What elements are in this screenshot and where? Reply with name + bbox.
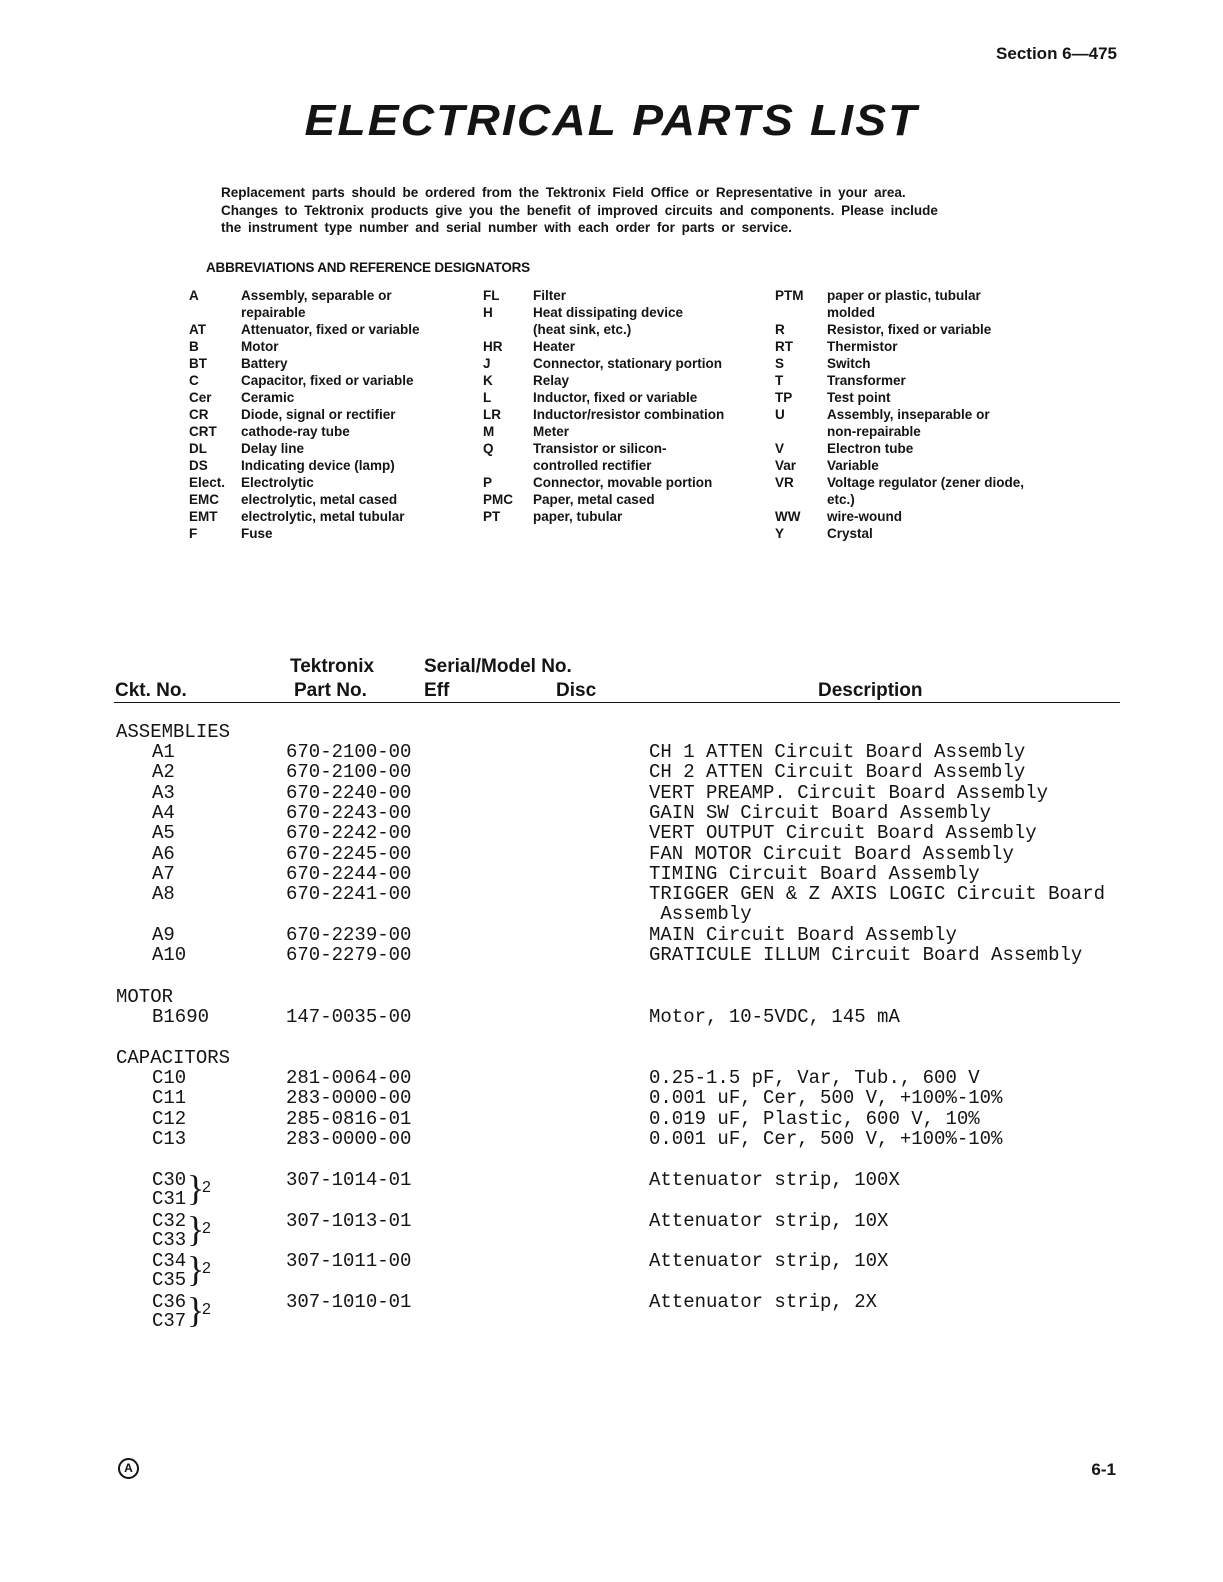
abbreviation-entry bbox=[189, 389, 420, 406]
abbreviation-code bbox=[775, 491, 827, 508]
abbreviation-code: T bbox=[775, 373, 784, 388]
abbreviation-meaning: Electron tube bbox=[827, 441, 914, 456]
abbreviation-meaning: Inductor/resistor combination bbox=[533, 407, 725, 422]
abbreviation-entry bbox=[775, 304, 1024, 321]
description: GRATICULE ILLUM Circuit Board Assembly bbox=[649, 944, 1083, 966]
abbreviation-meaning: Capacitor, fixed or variable bbox=[241, 373, 414, 388]
abbreviation-entry bbox=[483, 474, 724, 491]
abbreviation-code: L bbox=[483, 390, 492, 405]
abbreviation-code bbox=[775, 423, 827, 440]
abbreviation-meaning: Voltage regulator (zener diode, bbox=[827, 475, 1025, 490]
abbreviation-meaning: Resistor, fixed or variable bbox=[827, 322, 992, 337]
abbreviation-entry bbox=[775, 474, 1024, 491]
abbreviation-code: S bbox=[775, 356, 785, 371]
part-no: 670-2241-00 bbox=[286, 883, 412, 906]
part-no: 307-1011-00 bbox=[286, 1250, 412, 1273]
abbreviation-meaning: Attenuator, fixed or variable bbox=[241, 322, 420, 337]
header-ckt-no: Ckt. No. bbox=[115, 680, 187, 701]
abbreviation-meaning: Assembly, separable or bbox=[241, 288, 392, 303]
abbreviation-entry bbox=[189, 338, 420, 355]
table-row bbox=[0, 1169, 1223, 1209]
abbreviation-meaning: Battery bbox=[241, 356, 288, 371]
abbreviation-entry bbox=[189, 406, 420, 423]
abbreviation-code: TP bbox=[775, 390, 793, 405]
abbreviation-entry bbox=[189, 474, 420, 491]
section-heading-capacitors: CAPACITORS bbox=[116, 1047, 231, 1069]
abbreviation-entry bbox=[189, 321, 420, 338]
abbreviation-meaning: Relay bbox=[533, 373, 570, 388]
abbreviation-entry bbox=[483, 304, 724, 321]
part-no: 281-0064-00 bbox=[286, 1067, 412, 1089]
abbreviation-entry bbox=[483, 423, 724, 440]
table-row bbox=[0, 802, 1223, 822]
table-row bbox=[0, 782, 1223, 802]
abbreviation-code: P bbox=[483, 475, 493, 490]
header-description: Description bbox=[818, 680, 923, 701]
header-serial-model: Serial/Model No. bbox=[424, 656, 572, 677]
abbreviation-meaning: Diode, signal or rectifier bbox=[241, 407, 396, 422]
ckt-no: C34 bbox=[152, 1250, 187, 1273]
ckt-no: A8 bbox=[152, 883, 175, 906]
description: TIMING Circuit Board Assembly bbox=[649, 862, 980, 885]
abbreviation-code: U bbox=[775, 407, 785, 422]
abbreviation-meaning: electrolytic, metal cased bbox=[241, 492, 398, 507]
description: 0.001 uF, Cer, 500 V, +100%-10% bbox=[649, 1087, 1003, 1110]
abbreviation-meaning: Connector, stationary portion bbox=[533, 356, 723, 371]
abbreviation-entry bbox=[483, 406, 724, 423]
abbreviation-entry bbox=[775, 389, 1024, 406]
section-label: Section 6—475 bbox=[996, 44, 1117, 63]
abbreviation-meaning: Heat dissipating device bbox=[533, 305, 684, 320]
ckt-no: A1 bbox=[152, 741, 175, 763]
abbreviation-code: EMT bbox=[189, 509, 218, 524]
abbreviation-meaning: Meter bbox=[533, 424, 570, 439]
abbreviation-entry bbox=[189, 304, 420, 321]
abbreviation-entry bbox=[775, 508, 1024, 525]
abbreviation-meaning: cathode-ray tube bbox=[241, 424, 350, 439]
abbreviation-meaning: Ceramic bbox=[241, 390, 295, 405]
abbreviation-code: Var bbox=[775, 458, 797, 473]
abbreviation-entry bbox=[483, 491, 724, 508]
abbreviation-meaning: Thermistor bbox=[827, 339, 898, 354]
abbreviation-meaning: Filter bbox=[533, 288, 567, 303]
abbreviation-meaning: electrolytic, metal tubular bbox=[241, 509, 405, 524]
abbreviation-code: CR bbox=[189, 407, 209, 422]
intro-line: the instrument type number and serial number with each order for parts or service. bbox=[221, 220, 792, 235]
table-row bbox=[0, 944, 1223, 964]
part-no: 283-0000-00 bbox=[286, 1127, 412, 1150]
table-row bbox=[0, 822, 1223, 845]
abbreviation-code: C bbox=[189, 373, 199, 388]
pair-mark: 2 bbox=[202, 1260, 211, 1278]
ckt-no: C33 bbox=[152, 1228, 187, 1251]
description: VERT OUTPUT Circuit Board Assembly bbox=[649, 822, 1037, 845]
part-no: 283-0000-00 bbox=[286, 1087, 412, 1110]
abbreviation-meaning: Transformer bbox=[827, 373, 906, 388]
ckt-no: C36 bbox=[152, 1290, 187, 1313]
abbreviation-code: K bbox=[483, 373, 493, 388]
abbreviation-meaning: non-repairable bbox=[827, 424, 921, 439]
abbreviation-entry bbox=[189, 457, 420, 474]
abbreviation-code: PT bbox=[483, 509, 501, 524]
description: Attenuator strip, 100X bbox=[649, 1169, 900, 1191]
revision-mark-icon: A bbox=[118, 1458, 139, 1479]
table-row bbox=[0, 863, 1223, 883]
abbreviation-entry bbox=[483, 355, 724, 372]
description: FAN MOTOR Circuit Board Assembly bbox=[649, 842, 1014, 865]
description: MAIN Circuit Board Assembly bbox=[649, 923, 957, 946]
abbreviation-meaning: (heat sink, etc.) bbox=[533, 322, 632, 337]
ckt-no: C13 bbox=[152, 1127, 187, 1150]
part-no: 670-2244-00 bbox=[286, 862, 412, 885]
abbreviation-meaning: controlled rectifier bbox=[533, 458, 652, 473]
abbreviation-meaning: Electrolytic bbox=[241, 475, 314, 490]
abbreviation-code: F bbox=[189, 526, 198, 541]
part-no: 147-0035-00 bbox=[286, 1006, 412, 1028]
part-no: 670-2243-00 bbox=[286, 801, 412, 824]
abbreviation-code: V bbox=[775, 441, 785, 456]
abbreviation-entry bbox=[483, 321, 724, 338]
abbreviation-meaning: Assembly, inseparable or bbox=[827, 407, 990, 422]
page-number: 6-1 bbox=[1091, 1460, 1116, 1479]
abbreviation-code bbox=[775, 304, 827, 321]
abbreviation-meaning: wire-wound bbox=[827, 509, 902, 524]
abbreviation-meaning: paper, tubular bbox=[533, 509, 623, 524]
part-no: 307-1013-01 bbox=[286, 1209, 412, 1232]
part-no: 670-2100-00 bbox=[286, 761, 412, 784]
abbreviation-meaning: Fuse bbox=[241, 526, 273, 541]
ckt-no: A5 bbox=[152, 822, 175, 845]
abbreviation-code bbox=[483, 457, 533, 474]
abbreviation-entry bbox=[775, 287, 1024, 304]
ckt-no: C30 bbox=[152, 1169, 187, 1191]
abbreviation-meaning: Transistor or silicon- bbox=[533, 441, 667, 456]
abbreviation-meaning: Heater bbox=[533, 339, 576, 354]
abbreviation-entry bbox=[483, 440, 724, 457]
ckt-no: A2 bbox=[152, 761, 175, 784]
abbreviation-code: A bbox=[189, 288, 199, 303]
description: Attenuator strip, 10X bbox=[649, 1250, 889, 1273]
abbreviation-entry bbox=[775, 423, 1024, 440]
ckt-no: A7 bbox=[152, 862, 175, 885]
abbreviation-entry bbox=[775, 440, 1024, 457]
abbreviations-heading: ABBREVIATIONS AND REFERENCE DESIGNATORS bbox=[206, 260, 530, 275]
abbreviation-code: BT bbox=[189, 356, 207, 371]
ckt-no: A10 bbox=[152, 944, 187, 966]
ckt-no: A9 bbox=[152, 923, 175, 946]
abbreviation-meaning: Test point bbox=[827, 390, 891, 405]
abbreviation-code: PMC bbox=[483, 492, 513, 507]
ckt-no: C31 bbox=[152, 1188, 187, 1210]
abbreviation-code: Elect. bbox=[189, 475, 226, 490]
abbreviation-entry bbox=[189, 287, 420, 304]
abbreviation-code: FL bbox=[483, 288, 500, 303]
abbreviation-meaning: Inductor, fixed or variable bbox=[533, 390, 698, 405]
header-disc: Disc bbox=[556, 680, 597, 701]
abbreviation-meaning: paper or plastic, tubular bbox=[827, 288, 981, 303]
description: 0.001 uF, Cer, 500 V, +100%-10% bbox=[649, 1127, 1003, 1150]
description: VERT PREAMP. Circuit Board Assembly bbox=[649, 781, 1049, 804]
abbreviation-code: DS bbox=[189, 458, 208, 473]
abbreviation-code: J bbox=[483, 356, 491, 371]
header-rule bbox=[114, 702, 1120, 703]
ckt-no: A3 bbox=[152, 781, 175, 804]
part-no: 670-2279-00 bbox=[286, 944, 412, 966]
abbreviation-entry bbox=[775, 457, 1024, 474]
intro-paragraph bbox=[221, 184, 1021, 237]
section-heading-motor: MOTOR bbox=[116, 986, 174, 1008]
abbreviation-entry bbox=[189, 525, 420, 542]
abbreviation-entry bbox=[483, 457, 724, 474]
abbreviation-entry bbox=[189, 491, 420, 508]
abbreviation-code: EMC bbox=[189, 492, 219, 507]
abbreviation-entry bbox=[775, 406, 1024, 423]
intro-line: Changes to Tektronix products give you the benefit of improved circuits and components. Please include bbox=[221, 202, 938, 218]
abbreviation-code: R bbox=[775, 322, 785, 337]
abbreviation-entry bbox=[483, 389, 724, 406]
abbreviation-entry bbox=[775, 321, 1024, 338]
abbreviation-entry bbox=[483, 508, 724, 525]
abbreviations-column-2 bbox=[483, 287, 724, 525]
abbreviation-code: RT bbox=[775, 339, 793, 354]
abbreviation-entry bbox=[483, 338, 724, 355]
table-row bbox=[0, 741, 1223, 761]
description: Motor, 10-5VDC, 145 mA bbox=[649, 1006, 900, 1028]
abbreviation-entry bbox=[189, 372, 420, 389]
table-row bbox=[0, 1067, 1223, 1087]
abbreviation-entry bbox=[189, 423, 420, 440]
abbreviation-code: WW bbox=[775, 509, 801, 524]
part-no: 670-2245-00 bbox=[286, 842, 412, 865]
abbreviation-meaning: Delay line bbox=[241, 441, 305, 456]
table-row bbox=[0, 1250, 1223, 1290]
table-row bbox=[0, 1087, 1223, 1110]
abbreviation-entry bbox=[189, 440, 420, 457]
ckt-no: A6 bbox=[152, 842, 175, 865]
pair-mark: 2 bbox=[202, 1300, 211, 1318]
description: 0.25-1.5 pF, Var, Tub., 600 V bbox=[649, 1067, 980, 1089]
description: Assembly bbox=[649, 903, 752, 926]
abbreviation-code: VR bbox=[775, 475, 794, 490]
abbreviation-meaning: Variable bbox=[827, 458, 879, 473]
intro-line: Replacement parts should be ordered from the Tektronix Field Office or Representative in your area. bbox=[221, 185, 906, 200]
part-no: 307-1010-01 bbox=[286, 1290, 412, 1313]
abbreviation-code: AT bbox=[189, 322, 206, 337]
description: TRIGGER GEN & Z AXIS LOGIC Circuit Board bbox=[649, 883, 1106, 906]
abbreviations-column-3 bbox=[775, 287, 1024, 542]
abbreviation-entry bbox=[775, 525, 1024, 542]
brace-icon: } bbox=[187, 1208, 205, 1249]
part-no: 670-2240-00 bbox=[286, 781, 412, 804]
abbreviation-entry bbox=[775, 355, 1024, 372]
table-row bbox=[0, 924, 1223, 944]
part-no: 670-2239-00 bbox=[286, 923, 412, 946]
abbreviation-entry bbox=[775, 372, 1024, 389]
part-no: 307-1014-01 bbox=[286, 1169, 412, 1191]
description: CH 1 ATTEN Circuit Board Assembly bbox=[649, 741, 1026, 763]
brace-icon: } bbox=[187, 1289, 205, 1330]
abbreviation-meaning: etc.) bbox=[827, 492, 855, 507]
table-row bbox=[0, 843, 1223, 863]
abbreviation-code bbox=[483, 321, 533, 338]
abbreviation-code: LR bbox=[483, 407, 501, 422]
part-no: 285-0816-01 bbox=[286, 1107, 412, 1130]
abbreviation-meaning: Switch bbox=[827, 356, 871, 371]
abbreviation-code: M bbox=[483, 424, 495, 439]
abbreviation-code: PTM bbox=[775, 288, 804, 303]
table-row bbox=[0, 1128, 1223, 1148]
brace-icon: } bbox=[187, 1168, 205, 1208]
abbreviation-code: Y bbox=[775, 526, 785, 541]
abbreviation-code: Q bbox=[483, 441, 494, 456]
part-no: 670-2100-00 bbox=[286, 741, 412, 763]
abbreviation-meaning: Crystal bbox=[827, 526, 873, 541]
table-row bbox=[0, 1108, 1223, 1128]
abbreviation-code: Cer bbox=[189, 390, 212, 405]
section-heading-assemblies: ASSEMBLIES bbox=[116, 721, 231, 743]
abbreviation-code: DL bbox=[189, 441, 207, 456]
abbreviation-entry bbox=[483, 287, 724, 304]
table-row bbox=[0, 903, 1223, 926]
abbreviation-meaning: Connector, movable portion bbox=[533, 475, 713, 490]
abbreviation-entry bbox=[189, 355, 420, 372]
table-row bbox=[0, 1006, 1223, 1026]
abbreviation-meaning: molded bbox=[827, 305, 876, 320]
abbreviation-code: HR bbox=[483, 339, 503, 354]
abbreviation-code: CRT bbox=[189, 424, 217, 439]
abbreviation-code: B bbox=[189, 339, 199, 354]
description: Attenuator strip, 2X bbox=[649, 1290, 878, 1313]
abbreviation-code: H bbox=[483, 305, 493, 320]
ckt-no: A4 bbox=[152, 801, 175, 824]
description: 0.019 uF, Plastic, 600 V, 10% bbox=[649, 1107, 980, 1130]
ckt-no: C12 bbox=[152, 1107, 187, 1130]
description: GAIN SW Circuit Board Assembly bbox=[649, 801, 992, 824]
ckt-no: C11 bbox=[152, 1087, 187, 1110]
abbreviation-entry bbox=[189, 508, 420, 525]
page-title: ELECTRICAL PARTS LIST bbox=[304, 96, 919, 145]
description: CH 2 ATTEN Circuit Board Assembly bbox=[649, 761, 1026, 784]
part-no: 670-2242-00 bbox=[286, 822, 412, 845]
table-row bbox=[0, 1210, 1223, 1250]
table-row bbox=[0, 883, 1223, 906]
brace-icon: } bbox=[187, 1249, 205, 1290]
abbreviation-meaning: Indicating device (lamp) bbox=[241, 458, 395, 473]
pair-mark: 2 bbox=[202, 1179, 211, 1196]
ckt-no: C32 bbox=[152, 1209, 187, 1232]
abbreviation-entry bbox=[483, 372, 724, 389]
description: Attenuator strip, 10X bbox=[649, 1209, 889, 1232]
table-row bbox=[0, 761, 1223, 784]
ckt-no: C10 bbox=[152, 1067, 187, 1089]
ckt-no: C35 bbox=[152, 1269, 187, 1292]
abbreviation-code bbox=[189, 304, 241, 321]
abbreviation-meaning: Motor bbox=[241, 339, 279, 354]
header-part-no: Part No. bbox=[294, 680, 367, 701]
abbreviation-meaning: repairable bbox=[241, 305, 306, 320]
header-eff: Eff bbox=[424, 680, 450, 701]
abbreviation-meaning: Paper, metal cased bbox=[533, 492, 655, 507]
header-tektronix: Tektronix bbox=[290, 656, 375, 677]
ckt-no: C37 bbox=[152, 1309, 187, 1332]
table-row bbox=[0, 1291, 1223, 1331]
abbreviation-entry bbox=[775, 491, 1024, 508]
abbreviations-column-1 bbox=[189, 287, 420, 542]
abbreviation-entry bbox=[775, 338, 1024, 355]
ckt-no: B1690 bbox=[152, 1006, 210, 1028]
pair-mark: 2 bbox=[202, 1219, 211, 1237]
